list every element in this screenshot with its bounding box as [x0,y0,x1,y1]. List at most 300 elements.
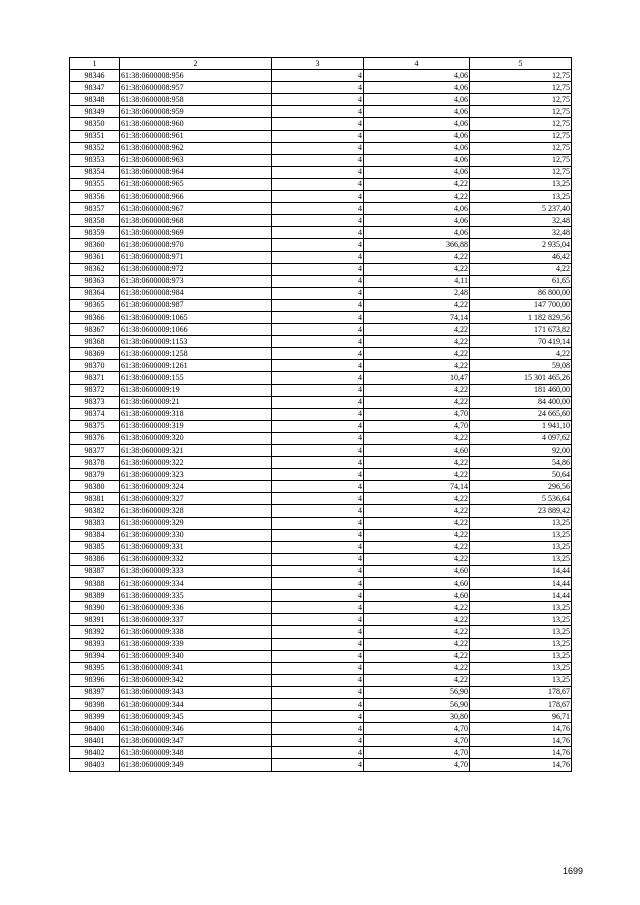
value-cell: 13,25 [470,541,572,553]
cadastral-number-cell: 61:38:0600009:347 [120,735,272,747]
value-cell: 1 182 829,56 [470,311,572,323]
row-index-cell: 98351 [70,130,120,142]
table-row [70,686,572,698]
value-cell: 92,00 [470,445,572,457]
rate-cell: 74,14 [364,311,470,323]
row-index-cell: 98384 [70,529,120,541]
row-index-cell: 98359 [70,227,120,239]
cadastral-number-cell: 61:38:0600009:336 [120,602,272,614]
value-cell: 50,64 [470,469,572,481]
category-cell: 4 [272,457,364,469]
value-cell: 2 935,04 [470,239,572,251]
row-index-cell: 98378 [70,457,120,469]
category-cell: 4 [272,529,364,541]
value-cell: 13,25 [470,614,572,626]
table-row [70,299,572,311]
rate-cell: 4,22 [364,384,470,396]
table-row [70,698,572,710]
rate-cell: 4,22 [364,457,470,469]
row-index-cell: 98366 [70,311,120,323]
category-cell: 4 [272,360,364,372]
row-index-cell: 98383 [70,517,120,529]
table-body [70,70,572,771]
cadastral-number-cell: 61:38:0600009:338 [120,626,272,638]
table-row [70,166,572,178]
cadastral-number-cell: 61:38:0600008:987 [120,299,272,311]
category-cell: 4 [272,602,364,614]
value-cell: 13,25 [470,674,572,686]
table-row [70,759,572,771]
category-cell: 4 [272,711,364,723]
cadastral-number-cell: 61:38:0600009:323 [120,469,272,481]
table-row [70,94,572,106]
category-cell: 4 [272,336,364,348]
table-row [70,70,572,82]
cadastral-number-cell: 61:38:0600009:345 [120,711,272,723]
cadastral-number-cell: 61:38:0600008:966 [120,191,272,203]
table-row [70,529,572,541]
cadastral-number-cell: 61:38:0600009:349 [120,759,272,771]
table-row [70,541,572,553]
category-cell: 4 [272,638,364,650]
rate-cell: 10,47 [364,372,470,384]
table-row [70,215,572,227]
rate-cell: 4,22 [364,336,470,348]
value-cell: 14,76 [470,759,572,771]
row-index-cell: 98389 [70,590,120,602]
table-row [70,602,572,614]
row-index-cell: 98346 [70,70,120,82]
value-cell: 14,44 [470,590,572,602]
cadastral-number-cell: 61:38:0600009:330 [120,529,272,541]
table-row [70,372,572,384]
cadastral-number-cell: 61:38:0600009:21 [120,396,272,408]
cadastral-number-cell: 61:38:0600008:969 [120,227,272,239]
column-header-5: 5 [470,58,572,70]
cadastral-number-cell: 61:38:0600008:964 [120,166,272,178]
cadastral-number-cell: 61:38:0600008:960 [120,118,272,130]
page-number: 1699 [563,866,584,876]
category-cell: 4 [272,142,364,154]
row-index-cell: 98347 [70,82,120,94]
rate-cell: 4,22 [364,299,470,311]
rate-cell: 4,22 [364,517,470,529]
table-row [70,578,572,590]
rate-cell: 4,22 [364,541,470,553]
category-cell: 4 [272,130,364,142]
column-header-3: 3 [272,58,364,70]
table-row [70,408,572,420]
value-cell: 14,76 [470,723,572,735]
rate-cell: 4,22 [364,178,470,190]
table-row [70,191,572,203]
row-index-cell: 98370 [70,360,120,372]
row-index-cell: 98379 [70,469,120,481]
row-index-cell: 98360 [70,239,120,251]
cadastral-number-cell: 61:38:0600008:971 [120,251,272,263]
value-cell: 4 097,62 [470,432,572,444]
rate-cell: 4,60 [364,445,470,457]
row-index-cell: 98371 [70,372,120,384]
row-index-cell: 98380 [70,481,120,493]
cadastral-number-cell: 61:38:0600009:320 [120,432,272,444]
rate-cell: 4,60 [364,565,470,577]
rate-cell: 4,06 [364,118,470,130]
table-row [70,203,572,215]
value-cell: 14,76 [470,735,572,747]
cadastral-number-cell: 61:38:0600009:334 [120,578,272,590]
table-row [70,590,572,602]
category-cell: 4 [272,505,364,517]
table-row [70,154,572,166]
category-cell: 4 [272,94,364,106]
category-cell: 4 [272,614,364,626]
rate-cell: 4,22 [364,650,470,662]
row-index-cell: 98381 [70,493,120,505]
category-cell: 4 [272,590,364,602]
row-index-cell: 98352 [70,142,120,154]
rate-cell: 4,22 [364,614,470,626]
value-cell: 14,44 [470,578,572,590]
table-header-row [70,58,572,70]
category-cell: 4 [272,759,364,771]
category-cell: 4 [272,553,364,565]
table-row [70,130,572,142]
category-cell: 4 [272,396,364,408]
cadastral-number-cell: 61:38:0600009:1153 [120,336,272,348]
value-cell: 12,75 [470,166,572,178]
cadastral-number-cell: 61:38:0600008:963 [120,154,272,166]
value-cell: 54,86 [470,457,572,469]
category-cell: 4 [272,469,364,481]
value-cell: 12,75 [470,142,572,154]
value-cell: 15 301 465,26 [470,372,572,384]
value-cell: 296,56 [470,481,572,493]
cadastral-number-cell: 61:38:0600009:329 [120,517,272,529]
category-cell: 4 [272,166,364,178]
row-index-cell: 98348 [70,94,120,106]
row-index-cell: 98377 [70,445,120,457]
row-index-cell: 98372 [70,384,120,396]
table-row [70,336,572,348]
value-cell: 13,25 [470,638,572,650]
table-row [70,614,572,626]
row-index-cell: 98361 [70,251,120,263]
column-header-4: 4 [364,58,470,70]
category-cell: 4 [272,565,364,577]
table-row [70,481,572,493]
row-index-cell: 98385 [70,541,120,553]
value-cell: 14,44 [470,565,572,577]
cadastral-number-cell: 61:38:0600009:19 [120,384,272,396]
category-cell: 4 [272,227,364,239]
cadastral-number-cell: 61:38:0600009:1261 [120,360,272,372]
value-cell: 13,25 [470,553,572,565]
cadastral-number-cell: 61:38:0600009:328 [120,505,272,517]
value-cell: 14,76 [470,747,572,759]
category-cell: 4 [272,154,364,166]
row-index-cell: 98390 [70,602,120,614]
value-cell: 178,67 [470,686,572,698]
table-row [70,384,572,396]
category-cell: 4 [272,70,364,82]
row-index-cell: 98392 [70,626,120,638]
table-row [70,275,572,287]
cadastral-number-cell: 61:38:0600009:342 [120,674,272,686]
cadastral-number-cell: 61:38:0600009:332 [120,553,272,565]
rate-cell: 4,22 [364,263,470,275]
rate-cell: 4,22 [364,553,470,565]
value-cell: 178,67 [470,698,572,710]
category-cell: 4 [272,735,364,747]
rate-cell: 4,70 [364,723,470,735]
table-row [70,227,572,239]
cadastral-number-cell: 61:38:0600008:970 [120,239,272,251]
table-row [70,118,572,130]
value-cell: 13,25 [470,191,572,203]
table-row [70,432,572,444]
category-cell: 4 [272,299,364,311]
registry-table [69,57,572,772]
rate-cell: 4,22 [364,493,470,505]
value-cell: 96,71 [470,711,572,723]
table-row [70,311,572,323]
row-index-cell: 98396 [70,674,120,686]
category-cell: 4 [272,324,364,336]
value-cell: 12,75 [470,106,572,118]
cadastral-number-cell: 61:38:0600009:327 [120,493,272,505]
rate-cell: 4,70 [364,420,470,432]
rate-cell: 4,06 [364,142,470,154]
row-index-cell: 98356 [70,191,120,203]
rate-cell: 4,06 [364,70,470,82]
category-cell: 4 [272,674,364,686]
row-index-cell: 98401 [70,735,120,747]
value-cell: 86 800,00 [470,287,572,299]
category-cell: 4 [272,650,364,662]
table-row [70,348,572,360]
category-cell: 4 [272,747,364,759]
table-row [70,735,572,747]
table-row [70,239,572,251]
row-index-cell: 98399 [70,711,120,723]
value-cell: 12,75 [470,130,572,142]
category-cell: 4 [272,275,364,287]
cadastral-number-cell: 61:38:0600008:959 [120,106,272,118]
rate-cell: 4,70 [364,735,470,747]
column-header-2: 2 [120,58,272,70]
value-cell: 13,25 [470,650,572,662]
value-cell: 32,48 [470,215,572,227]
table-row [70,457,572,469]
cadastral-number-cell: 61:38:0600009:321 [120,445,272,457]
rate-cell: 4,60 [364,578,470,590]
table-row [70,106,572,118]
row-index-cell: 98365 [70,299,120,311]
rate-cell: 4,22 [364,638,470,650]
rate-cell: 4,06 [364,82,470,94]
cadastral-number-cell: 61:38:0600009:322 [120,457,272,469]
row-index-cell: 98387 [70,565,120,577]
value-cell: 1 941,10 [470,420,572,432]
row-index-cell: 98400 [70,723,120,735]
value-cell: 46,42 [470,251,572,263]
row-index-cell: 98375 [70,420,120,432]
cadastral-number-cell: 61:38:0600009:346 [120,723,272,735]
cadastral-number-cell: 61:38:0600009:348 [120,747,272,759]
table-row [70,638,572,650]
category-cell: 4 [272,203,364,215]
cadastral-number-cell: 61:38:0600009:1258 [120,348,272,360]
table-row [70,674,572,686]
rate-cell: 4,22 [364,662,470,674]
cadastral-number-cell: 61:38:0600009:337 [120,614,272,626]
rate-cell: 4,22 [364,324,470,336]
cadastral-number-cell: 61:38:0600009:1065 [120,311,272,323]
rate-cell: 4,06 [364,215,470,227]
cadastral-number-cell: 61:38:0600009:331 [120,541,272,553]
category-cell: 4 [272,251,364,263]
row-index-cell: 98364 [70,287,120,299]
rate-cell: 4,06 [364,203,470,215]
rate-cell: 4,22 [364,360,470,372]
row-index-cell: 98349 [70,106,120,118]
rate-cell: 4,06 [364,130,470,142]
category-cell: 4 [272,578,364,590]
value-cell: 23 889,42 [470,505,572,517]
table-row [70,396,572,408]
value-cell: 147 700,00 [470,299,572,311]
rate-cell: 4,70 [364,408,470,420]
category-cell: 4 [272,541,364,553]
category-cell: 4 [272,263,364,275]
rate-cell: 4,22 [364,251,470,263]
rate-cell: 74,14 [364,481,470,493]
table-row [70,747,572,759]
value-cell: 13,25 [470,626,572,638]
cadastral-number-cell: 61:38:0600008:961 [120,130,272,142]
row-index-cell: 98376 [70,432,120,444]
row-index-cell: 98397 [70,686,120,698]
rate-cell: 4,06 [364,227,470,239]
cadastral-number-cell: 61:38:0600009:335 [120,590,272,602]
category-cell: 4 [272,420,364,432]
row-index-cell: 98355 [70,178,120,190]
rate-cell: 4,22 [364,432,470,444]
row-index-cell: 98398 [70,698,120,710]
table-row [70,142,572,154]
category-cell: 4 [272,178,364,190]
cadastral-number-cell: 61:38:0600008:962 [120,142,272,154]
row-index-cell: 98369 [70,348,120,360]
value-cell: 13,25 [470,602,572,614]
category-cell: 4 [272,723,364,735]
category-cell: 4 [272,372,364,384]
cadastral-number-cell: 61:38:0600009:319 [120,420,272,432]
cadastral-number-cell: 61:38:0600009:340 [120,650,272,662]
cadastral-number-cell: 61:38:0600008:958 [120,94,272,106]
table-row [70,493,572,505]
row-index-cell: 98357 [70,203,120,215]
rate-cell: 4,11 [364,275,470,287]
row-index-cell: 98358 [70,215,120,227]
category-cell: 4 [272,662,364,674]
value-cell: 32,48 [470,227,572,239]
table-row [70,263,572,275]
rate-cell: 4,60 [364,590,470,602]
row-index-cell: 98353 [70,154,120,166]
row-index-cell: 98374 [70,408,120,420]
category-cell: 4 [272,698,364,710]
table-row [70,711,572,723]
table-row [70,723,572,735]
cadastral-number-cell: 61:38:0600008:972 [120,263,272,275]
cadastral-number-cell: 61:38:0600009:343 [120,686,272,698]
table-row [70,517,572,529]
cadastral-number-cell: 61:38:0600009:324 [120,481,272,493]
rate-cell: 4,22 [364,505,470,517]
table-row [70,178,572,190]
rate-cell: 4,22 [364,469,470,481]
table-row [70,324,572,336]
rate-cell: 4,22 [364,602,470,614]
row-index-cell: 98373 [70,396,120,408]
category-cell: 4 [272,408,364,420]
category-cell: 4 [272,445,364,457]
category-cell: 4 [272,287,364,299]
value-cell: 13,25 [470,517,572,529]
row-index-cell: 98403 [70,759,120,771]
row-index-cell: 98367 [70,324,120,336]
value-cell: 13,25 [470,529,572,541]
table-row [70,565,572,577]
table-row [70,445,572,457]
rate-cell: 56,90 [364,698,470,710]
category-cell: 4 [272,311,364,323]
rate-cell: 4,22 [364,626,470,638]
value-cell: 171 673,82 [470,324,572,336]
table-row [70,287,572,299]
column-header-1: 1 [70,58,120,70]
table-row [70,82,572,94]
value-cell: 24 665,60 [470,408,572,420]
value-cell: 12,75 [470,118,572,130]
category-cell: 4 [272,432,364,444]
value-cell: 181 460,00 [470,384,572,396]
row-index-cell: 98368 [70,336,120,348]
rate-cell: 30,80 [364,711,470,723]
rate-cell: 4,22 [364,396,470,408]
rate-cell: 366,88 [364,239,470,251]
row-index-cell: 98402 [70,747,120,759]
value-cell: 70 419,14 [470,336,572,348]
rate-cell: 56,90 [364,686,470,698]
row-index-cell: 98354 [70,166,120,178]
table-row [70,420,572,432]
table-row [70,626,572,638]
category-cell: 4 [272,239,364,251]
rate-cell: 4,06 [364,154,470,166]
row-index-cell: 98362 [70,263,120,275]
rate-cell: 4,22 [364,529,470,541]
value-cell: 13,25 [470,662,572,674]
cadastral-number-cell: 61:38:0600008:967 [120,203,272,215]
value-cell: 59,08 [470,360,572,372]
table-row [70,469,572,481]
cadastral-number-cell: 61:38:0600008:956 [120,70,272,82]
row-index-cell: 98394 [70,650,120,662]
category-cell: 4 [272,384,364,396]
